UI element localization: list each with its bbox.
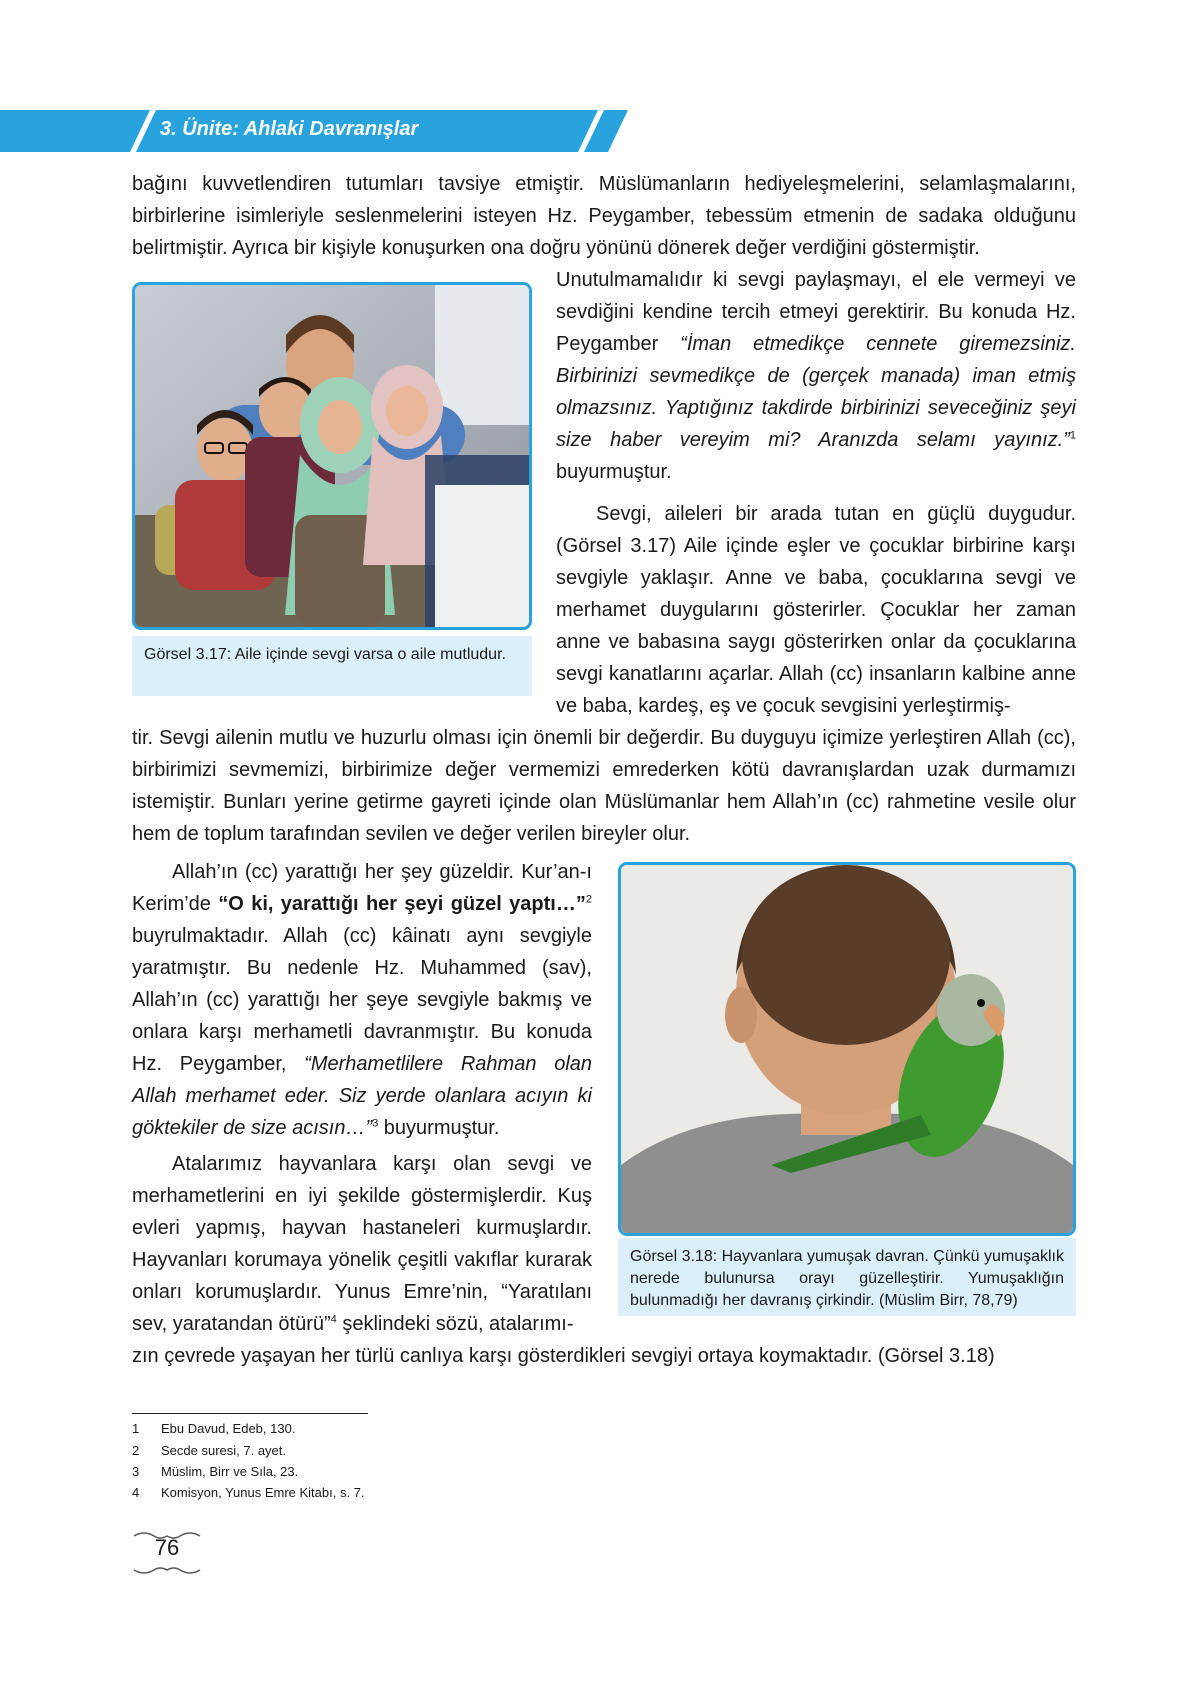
- page-number: 76: [154, 1535, 180, 1560]
- family-photo: [132, 282, 532, 630]
- paragraph-4-text-b: buyrulmaktadır. Allah (cc) kâinatı aynı sevgiyle yaratmıştır. Bu nedenle Hz. Muhammed (sav), Allah’ın (cc) yarattığı her şeye sevgiyle bakmış ve onlara karşı merhametli davranmıştır. Bu konuda Hz. Peygamber,: [132, 925, 592, 1075]
- paragraph-2-end: buyurmuştur.: [556, 461, 672, 483]
- hadith-quote-1: “İman etmedikçe cennete giremezsiniz. Birbirinizi sevmedikçe de (gerçek manada) iman etmiş olmazsınız. Yaptığınız takdirde birbirinizi seveceğiniz şeyi size haber vereyim mi? Aranızda selamı yayınız.”: [556, 333, 1076, 451]
- quran-quote: “O ki, yarattığı her şeyi güzel yaptı…”: [218, 893, 586, 915]
- paragraph-1: bağını kuvvetlendiren tutumları tavsiye etmiştir. Müslümanların hediyeleşmelerini, selamlaşmalarını, birbirlerine isimleriyle seslenmelerini isteyen Hz. Peygamber, tebessüm etmenin de sadaka olduğunu belirtmiştir. Ayrıca bir kişiyle konuşurken ona doğru yönünü dönerek değer verdiğini göstermiştir.: [132, 173, 1076, 259]
- footnote-ref-2: 2: [585, 893, 592, 906]
- unit-title: 3. Ünite: Ahlaki Davranışlar: [160, 118, 419, 140]
- family-illustration: [135, 285, 529, 627]
- paragraph-5-text-b: şeklindeki sözü, atalarımı-: [336, 1313, 574, 1335]
- paragraph-5-text: Atalarımız hayvanlara karşı olan sevgi ve merhametlerini en iyi şekilde göstermişlerdir. Kuş evleri yapmış, hayvan hastaneleri kurmuşlardır. Hayvanları korumaya yönelik çeşitli vakıflar kurarak onları korumuşlardır. Yunus Emre’nin, “Yaratılanı sev, yaratandan ötürü”: [132, 1153, 592, 1335]
- hadith-quote-2: “Merhametlilere Rahman olan Allah merhamet eder. Siz yerde olanlara acıyın ki göktekiler de size acısın…”: [132, 1053, 593, 1139]
- footnote-1: 1 Ebu Davud, Edeb, 130.: [132, 1421, 296, 1436]
- footnote-rule: [132, 1413, 368, 1414]
- family-photo-caption: Görsel 3.17: Aile içinde sevgi varsa o aile mutludur.: [132, 636, 532, 696]
- paragraph-5-last-line: zın çevrede yaşayan her türlü canlıya karşı gösterdikleri sevgiyi ortaya koymaktadır. (Görsel 3.18): [132, 1345, 995, 1367]
- footnote-3: 3 Müslim, Birr ve Sıla, 23.: [132, 1464, 299, 1479]
- paragraph-2: [556, 264, 1076, 488]
- footnote-ref-4: 4: [330, 1313, 337, 1326]
- footnote-2: 2 Secde suresi, 7. ayet.: [132, 1443, 287, 1458]
- paragraph-3-right: Sevgi, aileleri bir arada tutan en güçlü duygudur. (Görsel 3.17) Aile içinde eşler ve çocuklar birbirine karşı sevgiyle yaklaşır. Anne ve baba, çocuklarına sevgi ve merhamet duygularını gösterirler. Çocuklar her zaman anne ve babasına saygı gösterirken onlar da çocuklarına sevgi kanatlarını açarlar. Allah (cc) insanların kalbine anne ve baba, kardeş, eş ve çocuk sevgisini yerleştirmiş-: [556, 503, 1076, 717]
- paragraph-4: [132, 856, 592, 1144]
- parrot-photo: [618, 862, 1076, 1236]
- footnote-4: 4 Komisyon, Yunus Emre Kitabı, s. 7.: [132, 1485, 365, 1500]
- footnote-ref-1: 1: [1069, 429, 1076, 442]
- paragraph-5: [132, 1148, 592, 1340]
- parrot-photo-caption: Görsel 3.18: Hayvanlara yumuşak davran. Çünkü yumuşaklık nerede bulunursa orayı güzelleştirir. Yumuşaklığın bulunmadığı her davranış çirkindir. (Müslim Birr, 78,79): [618, 1238, 1076, 1316]
- paragraph-2-text: Unutulmamalıdır ki sevgi paylaşmayı, el ele vermeyi ve sevdiğini kendine tercih etmeyi gerektirir. Bu konuda Hz. Peygamber: [556, 269, 1076, 355]
- footnote-ref-3: 3: [372, 1117, 379, 1130]
- paragraph-4-text: Allah’ın (cc) yarattığı her şey güzeldir. Kur’an-ı Kerim’de: [132, 861, 592, 915]
- parrot-illustration: [621, 865, 1073, 1233]
- paragraph-3-full: tir. Sevgi ailenin mutlu ve huzurlu olması için önemli bir değerdir. Bu duyguyu içimize yerleştiren Allah (cc), birbirimizi sevmemizi, birbirimize değer vermemizi emrederken kötü davranışlardan uzak durmamızı istemiştir. Bunları yerine getirme gayreti içinde olan Müslümanlar hem Allah’ın (cc) rahmetine vesile olur hem de toplum tarafından sevilen ve değer verilen bireyler olur.: [132, 727, 1076, 845]
- paragraph-4-end: buyurmuştur.: [378, 1117, 500, 1139]
